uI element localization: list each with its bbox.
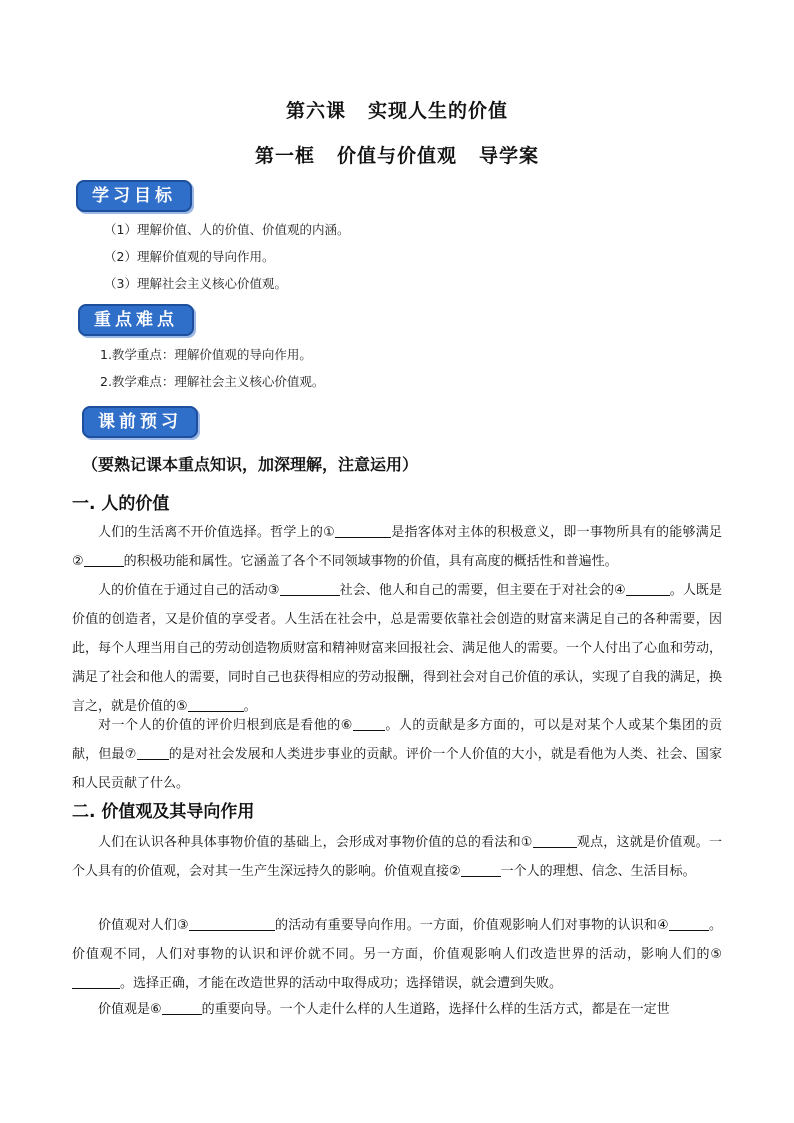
blank <box>461 862 501 877</box>
part1-heading: 一. 人的价值 <box>72 494 170 514</box>
goal-item-3: （3）理解社会主义核心价值观。 <box>104 276 287 291</box>
frame-name: 价值与价值观 <box>336 145 457 167</box>
key-points-badge: 重点难点 <box>78 304 194 336</box>
lesson-number: 第六课 <box>285 100 346 122</box>
part1-paragraph-2: 人的价值在于通过自己的活动③ 社会、他人和自己的需要，但主要在于对社会的④ 。人既是价值的创造者，又是价值的享受者。人生活在社会中，总是需要依靠社会创造的财富来满足自己的各种需要，因此，每个人理当用自己的劳动创造物质财富和精神财富来回报社会、满足他人的需要。一个人付出了心血和劳动，满足了社会和他人的需要，同时自己也获得相应的劳动报酬，得到社会对自己价值的承认，实现了自我的满足，换言之，就是价值的⑤ 。 <box>72 583 723 714</box>
blank <box>188 697 244 712</box>
part2-heading: 二. 价值观及其导向作用 <box>72 802 255 822</box>
blank <box>335 523 391 538</box>
part2-paragraph-1: 人们在认识各种具体事物价值的基础上，会形成对事物价值的总的看法和① 观点，这就是价值观。一个人具有的价值观，会对其一生产生深远持久的影响。价值观直接② 一个人的理想、信念、生活目标。 <box>72 835 722 879</box>
part1-paragraph-3: 对一个人的价值的评价归根到底是看他的⑥ 。人的贡献是多方面的，可以是对某个人或某个集团的贡献，但最⑦ 的是对社会发展和人类进步事业的贡献。评价一个人价值的大小，就是看他为人类、社会、国家和人民贡献了什么。 <box>72 718 722 791</box>
part1-paragraph-1: 人们的生活离不开价值选择。哲学上的① 是指客体对主体的积极意义，即一事物所具有的能够满足② 的积极功能和属性。它涵盖了各个不同领域事物的价值，具有高度的概括性和普遍性。 <box>72 525 722 569</box>
blank <box>162 1000 202 1015</box>
key-point-2: 2.教学难点：理解社会主义核心价值观。 <box>100 374 325 389</box>
blank <box>189 916 275 931</box>
goals-badge: 学习目标 <box>76 180 192 212</box>
preview-badge: 课前预习 <box>82 406 198 438</box>
blank <box>626 581 670 596</box>
section-title <box>0 141 794 168</box>
blank <box>353 716 385 731</box>
blank <box>280 581 340 596</box>
goal-item-2: （2）理解价值观的导向作用。 <box>104 249 275 264</box>
frame-number: 第一框 <box>254 145 315 167</box>
blank <box>137 745 169 760</box>
part2-paragraph-3: 价值观是⑥ 的重要向导。一个人走什么样的人生道路，选择什么样的生活方式，都是在一定世 <box>98 1002 670 1017</box>
goal-item-1: （1）理解价值、人的价值、价值观的内涵。 <box>104 222 350 237</box>
blank <box>669 916 709 931</box>
lesson-name: 实现人生的价值 <box>368 100 509 122</box>
blank <box>533 833 577 848</box>
part2-paragraph-2: 价值观对人们③ 的活动有重要导向作用。一方面，价值观影响人们对事物的认识和④ 。价值观不同，人们对事物的认识和评价就不同。另一方面，价值观影响人们改造世界的活动，影响人们的⑤。选择正确，才能在改造世界的活动中取得成功；选择错误，就会遭到失败。 <box>72 918 722 991</box>
blank <box>72 974 120 989</box>
preview-note: （要熟记课本重点知识，加深理解，注意运用） <box>82 455 419 474</box>
lesson-title <box>0 96 794 123</box>
key-point-1: 1.教学重点：理解价值观的导向作用。 <box>100 347 312 362</box>
blank <box>84 552 124 567</box>
doc-type: 导学案 <box>479 145 540 167</box>
